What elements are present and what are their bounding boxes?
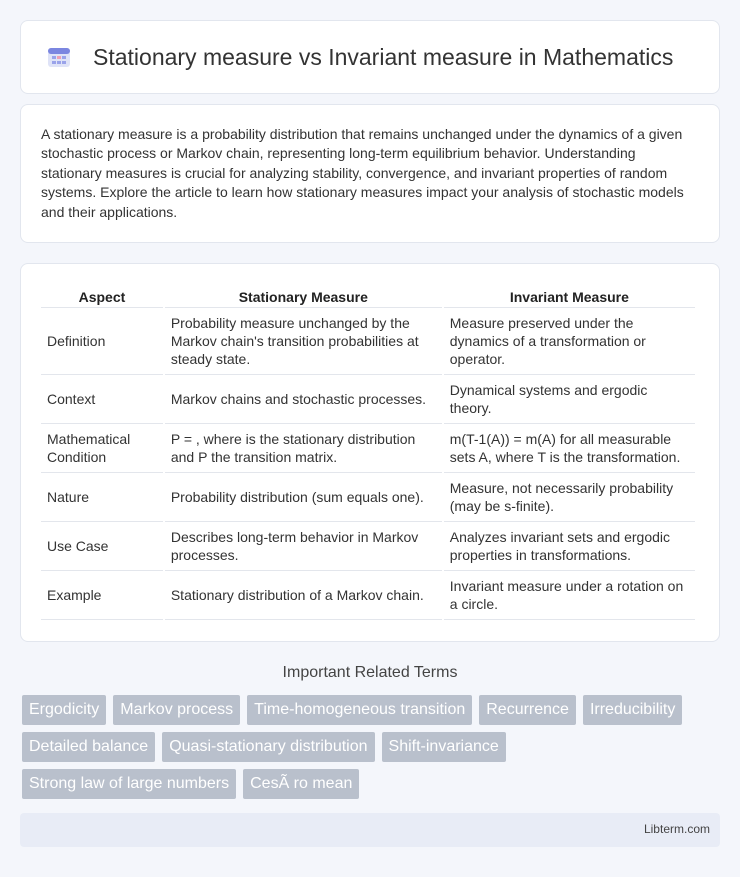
table-cell: Invariant measure under a rotation on a circle. xyxy=(444,571,695,620)
table-cell: Use Case xyxy=(41,522,163,571)
table-header-row xyxy=(41,282,695,308)
table-cell: Example xyxy=(41,571,163,620)
table-cell: Measure, not necessarily probability (may be s-finite). xyxy=(444,473,695,522)
tag-irreducibility[interactable]: Irreducibility xyxy=(583,695,682,725)
table-cell: Dynamical systems and ergodic theory. xyxy=(444,375,695,424)
table-cell: m(T-1(A)) = m(A) for all measurable sets A, where T is the transformation. xyxy=(444,424,695,473)
column-header: Aspect xyxy=(41,282,163,308)
tag-recurrence[interactable]: Recurrence xyxy=(479,695,576,725)
table-row xyxy=(41,473,695,522)
intro-paragraph: A stationary measure is a probability distribution that remains unchanged under the dynamics of a given stochastic process or Markov chain, representing long-term equilibrium behavior. Understanding stationary measures is crucial for analyzing stability, convergence, and invariant properties of random systems. Explore the article to learn how stationary measures impact your analysis of stochastic models and their applications. xyxy=(41,126,684,220)
tag-markov-process[interactable]: Markov process xyxy=(113,695,240,725)
table-cell: Probability distribution (sum equals one). xyxy=(165,473,442,522)
table-row xyxy=(41,571,695,620)
table-cell: Stationary distribution of a Markov chain. xyxy=(165,571,442,620)
table-cell: Describes long-term behavior in Markov processes. xyxy=(165,522,442,571)
header-card xyxy=(20,20,720,94)
table-cell: Analyzes invariant sets and ergodic properties in transformations. xyxy=(444,522,695,571)
table-cell: Context xyxy=(41,375,163,424)
footer xyxy=(20,813,720,847)
table-row xyxy=(41,375,695,424)
tag-row xyxy=(22,695,722,725)
tag-cesaro-mean[interactable]: CesÃ ro mean xyxy=(243,769,359,799)
table-cell: P = , where is the stationary distribution and P the transition matrix. xyxy=(165,424,442,473)
calendar-grid-icon xyxy=(45,43,73,71)
tag-ergodicity[interactable]: Ergodicity xyxy=(22,695,106,725)
tag-row xyxy=(22,769,722,799)
table-row xyxy=(41,308,695,375)
page-title: Stationary measure vs Invariant measure in Mathematics xyxy=(93,43,674,70)
related-terms-list xyxy=(22,695,722,806)
table-cell: Probability measure unchanged by the Markov chain's transition probabilities at steady state. xyxy=(165,308,442,375)
tag-strong-law-of-large-numbers[interactable]: Strong law of large numbers xyxy=(22,769,236,799)
column-header: Invariant Measure xyxy=(444,282,695,308)
table-row xyxy=(41,424,695,473)
tag-detailed-balance[interactable]: Detailed balance xyxy=(22,732,155,762)
comparison-table xyxy=(39,282,697,620)
table-row xyxy=(41,522,695,571)
table-cell: Nature xyxy=(41,473,163,522)
footer-site-link[interactable]: Libterm.com xyxy=(643,822,710,836)
related-terms-heading: Important Related Terms xyxy=(282,664,458,681)
table-cell: Mathematical Condition xyxy=(41,424,163,473)
table-cell: Measure preserved under the dynamics of a transformation or operator. xyxy=(444,308,695,375)
table-cell: Definition xyxy=(41,308,163,375)
tag-time-homogeneous-transition[interactable]: Time-homogeneous transition xyxy=(247,695,472,725)
comparison-card xyxy=(20,263,720,642)
tag-quasi-stationary-distribution[interactable]: Quasi-stationary distribution xyxy=(162,732,374,762)
tag-shift-invariance[interactable]: Shift-invariance xyxy=(382,732,506,762)
column-header: Stationary Measure xyxy=(165,282,442,308)
table-cell: Markov chains and stochastic processes. xyxy=(165,375,442,424)
tag-row xyxy=(22,732,722,762)
intro-card xyxy=(20,104,720,243)
